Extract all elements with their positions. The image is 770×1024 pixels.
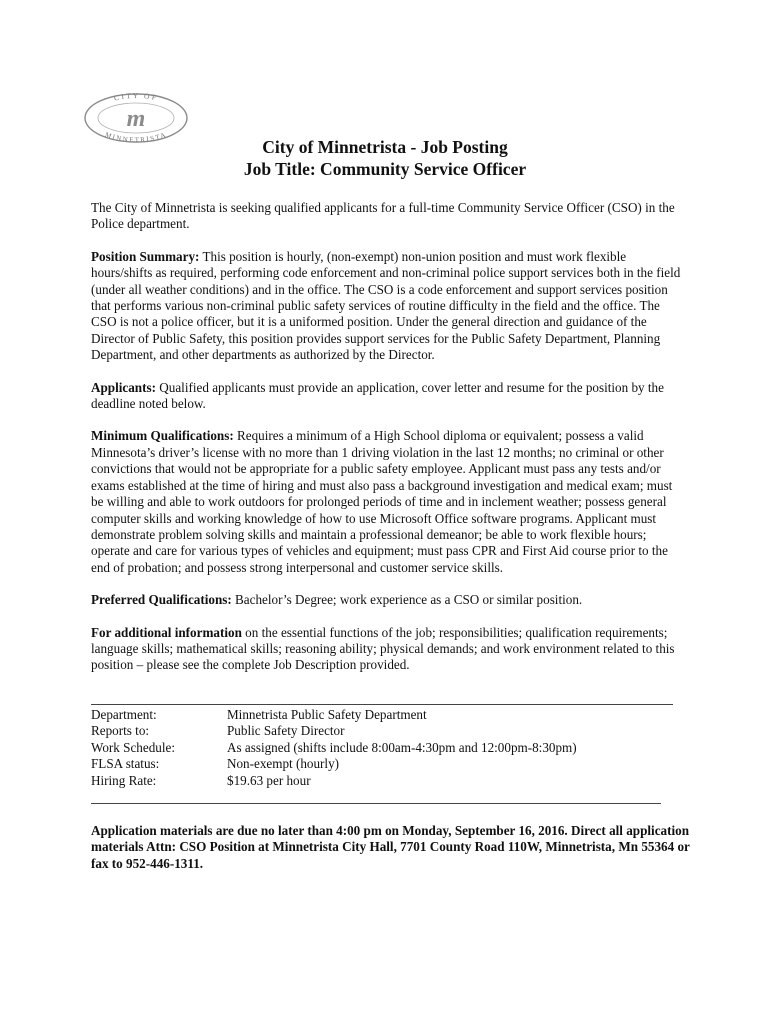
section-text: Qualified applicants must provide an application, cover letter and resume for the position by the deadline noted below. bbox=[91, 379, 664, 412]
section-label: Applicants: bbox=[91, 379, 156, 395]
table-row bbox=[91, 723, 577, 739]
detail-key: Reports to: bbox=[91, 723, 150, 739]
section-text: This position is hourly, (non-exempt) non-union position and must work flexible hours/shifts as required, performing code enforcement and non-criminal police support services both in the field (under all weather conditions) and in the office. The CSO is a code enforcement and support services position that performs various non-criminal public safety services of routine difficulty in the field and the office. The CSO is not a police officer, but it is a uniformed position. Under the general direction and guidance of the Director of Public Safety, this position provides support services for the Public Safety Department, Planning Department, and other departments as authorized by the Director. bbox=[91, 248, 681, 363]
detail-value: Minnetrista Public Safety Department bbox=[227, 707, 427, 722]
detail-key: Department: bbox=[91, 707, 157, 722]
posting-body bbox=[91, 200, 683, 690]
intro-paragraph: The City of Minnetrista is seeking qualified applicants for a full-time Community Service Officer (CSO) in the Police department. bbox=[91, 200, 675, 232]
table-row bbox=[91, 756, 577, 772]
preferred-qualifications-paragraph bbox=[91, 592, 683, 608]
svg-text:CITY OF: CITY OF bbox=[113, 90, 159, 103]
detail-value: Public Safety Director bbox=[227, 723, 345, 739]
title-block bbox=[0, 136, 770, 180]
minimum-qualifications-paragraph bbox=[91, 428, 683, 576]
position-summary-paragraph bbox=[91, 249, 683, 364]
detail-key: Hiring Rate: bbox=[91, 772, 157, 788]
applicants-paragraph bbox=[91, 380, 683, 413]
detail-key: FLSA status: bbox=[91, 756, 160, 772]
section-label: Minimum Qualifications: bbox=[91, 428, 234, 444]
section-text: on the essential functions of the job; responsibilities; qualification requirements; language skills; mathematical skills; reasoning ability; physical demands; and work environment related to this position – please see the complete Job Description provided. bbox=[91, 624, 675, 673]
divider-top bbox=[91, 704, 673, 705]
detail-key: Work Schedule: bbox=[91, 739, 175, 755]
section-label: For additional information bbox=[91, 624, 242, 640]
section-label: Position Summary: bbox=[91, 248, 200, 264]
table-row bbox=[91, 773, 577, 789]
section-text: Bachelor’s Degree; work experience as a CSO or similar position. bbox=[231, 592, 583, 608]
page-title: City of Minnetrista - Job Posting bbox=[262, 137, 508, 157]
detail-value: As assigned (shifts include 8:00am-4:30pm and 12:00pm-8:30pm) bbox=[227, 739, 577, 755]
table-row bbox=[91, 707, 577, 723]
divider-bottom bbox=[91, 803, 661, 804]
section-label: Preferred Qualifications: bbox=[91, 592, 232, 608]
detail-value: Non-exempt (hourly) bbox=[227, 756, 340, 772]
section-text: Requires a minimum of a High School diploma or equivalent; possess a valid Minnesota’s driver’s license with no more than 1 driving violation in the last 12 months; no criminal or other convictions that would not be appropriate for a public safety employee. Applicant must pass any tests and/or exams established at the time of hiring and must also pass a background investigation and medical exam; must be willing and able to work outdoors for prolonged periods of time and in inclement weather; possess general computer skills and working knowledge of how to use Microsoft Office software programs. Applicant must demonstrate problem solving skills and maintain a professional demeanor; be able to work flexible hours; operate and care for various types of vehicles and equipment; must pass CPR and First Aid course prior to the end of probation; and possess strong interpersonal and customer service skills. bbox=[91, 428, 673, 575]
application-deadline-note: Application materials are due no later than 4:00 pm on Monday, September 16, 2016. Direct all application materials Attn: CSO Position at Minnetrista City Hall, 7701 County Road 110W, Minnetrista, Mn 55364 or fax to 952-446-1311. bbox=[91, 823, 690, 871]
additional-info-paragraph bbox=[91, 625, 683, 674]
job-details-table bbox=[91, 707, 577, 789]
table-row bbox=[91, 740, 577, 756]
svg-text:m: m bbox=[126, 106, 146, 132]
job-title: Job Title: Community Service Officer bbox=[243, 159, 527, 179]
svg-text:MINNETRISTA: MINNETRISTA bbox=[104, 130, 168, 145]
detail-value: $19.63 per hour bbox=[227, 772, 311, 788]
